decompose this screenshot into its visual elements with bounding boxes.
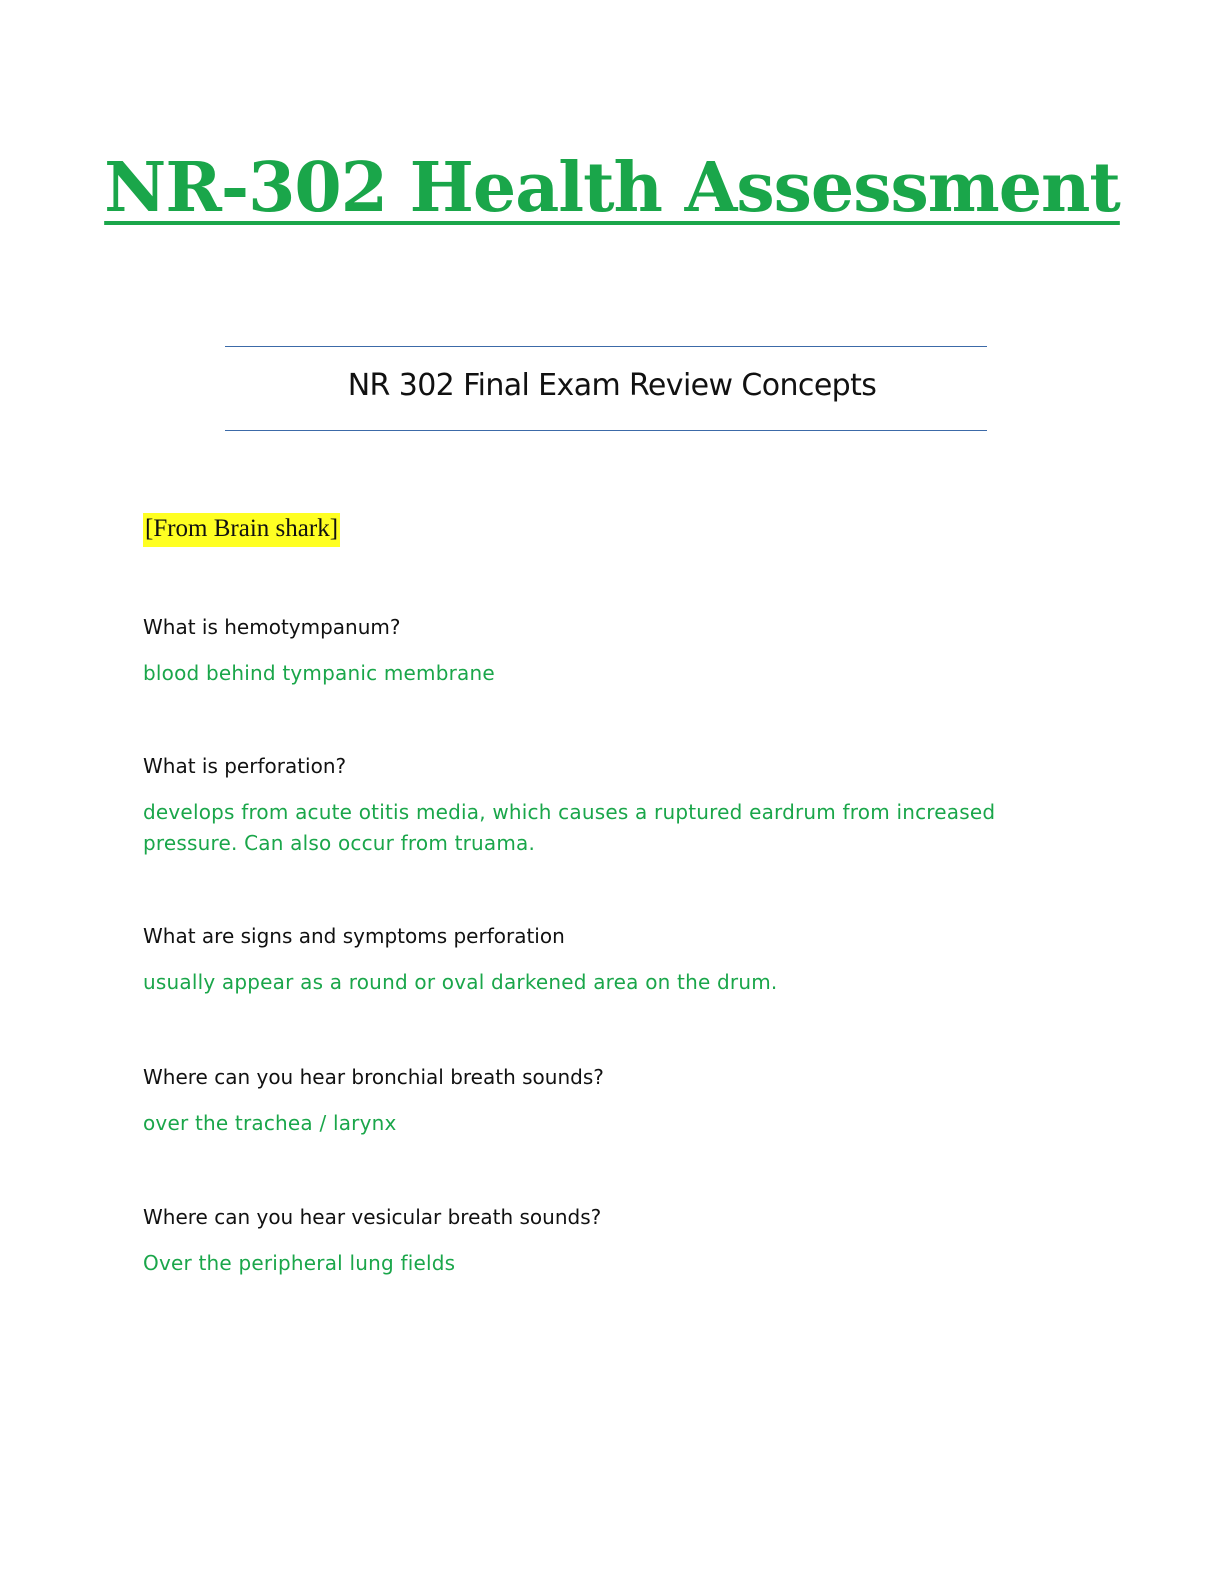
qa-answer: usually appear as a round or oval darkened area on the drum. — [143, 970, 778, 994]
subtitle-bottom-rule — [225, 430, 987, 431]
document-title-text: NR-302 Health Assessment — [104, 148, 1120, 228]
qa-question: What is hemotympanum? — [143, 615, 401, 639]
qa-answer: over the trachea / larynx — [143, 1111, 397, 1135]
qa-item — [143, 1202, 1083, 1279]
qa-item — [143, 751, 1083, 859]
qa-question: What are signs and symptoms perforation — [143, 924, 565, 948]
qa-answer: Over the peripheral lung fields — [143, 1251, 456, 1275]
qa-question: What is perforation? — [143, 754, 347, 778]
qa-question: Where can you hear vesicular breath sounds? — [143, 1205, 602, 1229]
qa-answer: blood behind tympanic membrane — [143, 661, 495, 685]
qa-item — [143, 921, 1083, 998]
document-title — [0, 148, 1224, 228]
qa-item — [143, 1062, 1083, 1139]
qa-item — [143, 612, 1083, 689]
subtitle-top-rule — [225, 346, 987, 347]
qa-answer: develops from acute otitis media, which causes a ruptured eardrum from increased pressure. Can also occur from truama. — [143, 800, 996, 855]
qa-question: Where can you hear bronchial breath sounds? — [143, 1065, 604, 1089]
document-subtitle: NR 302 Final Exam Review Concepts — [347, 368, 877, 403]
source-tag: [From Brain shark] — [143, 513, 340, 547]
